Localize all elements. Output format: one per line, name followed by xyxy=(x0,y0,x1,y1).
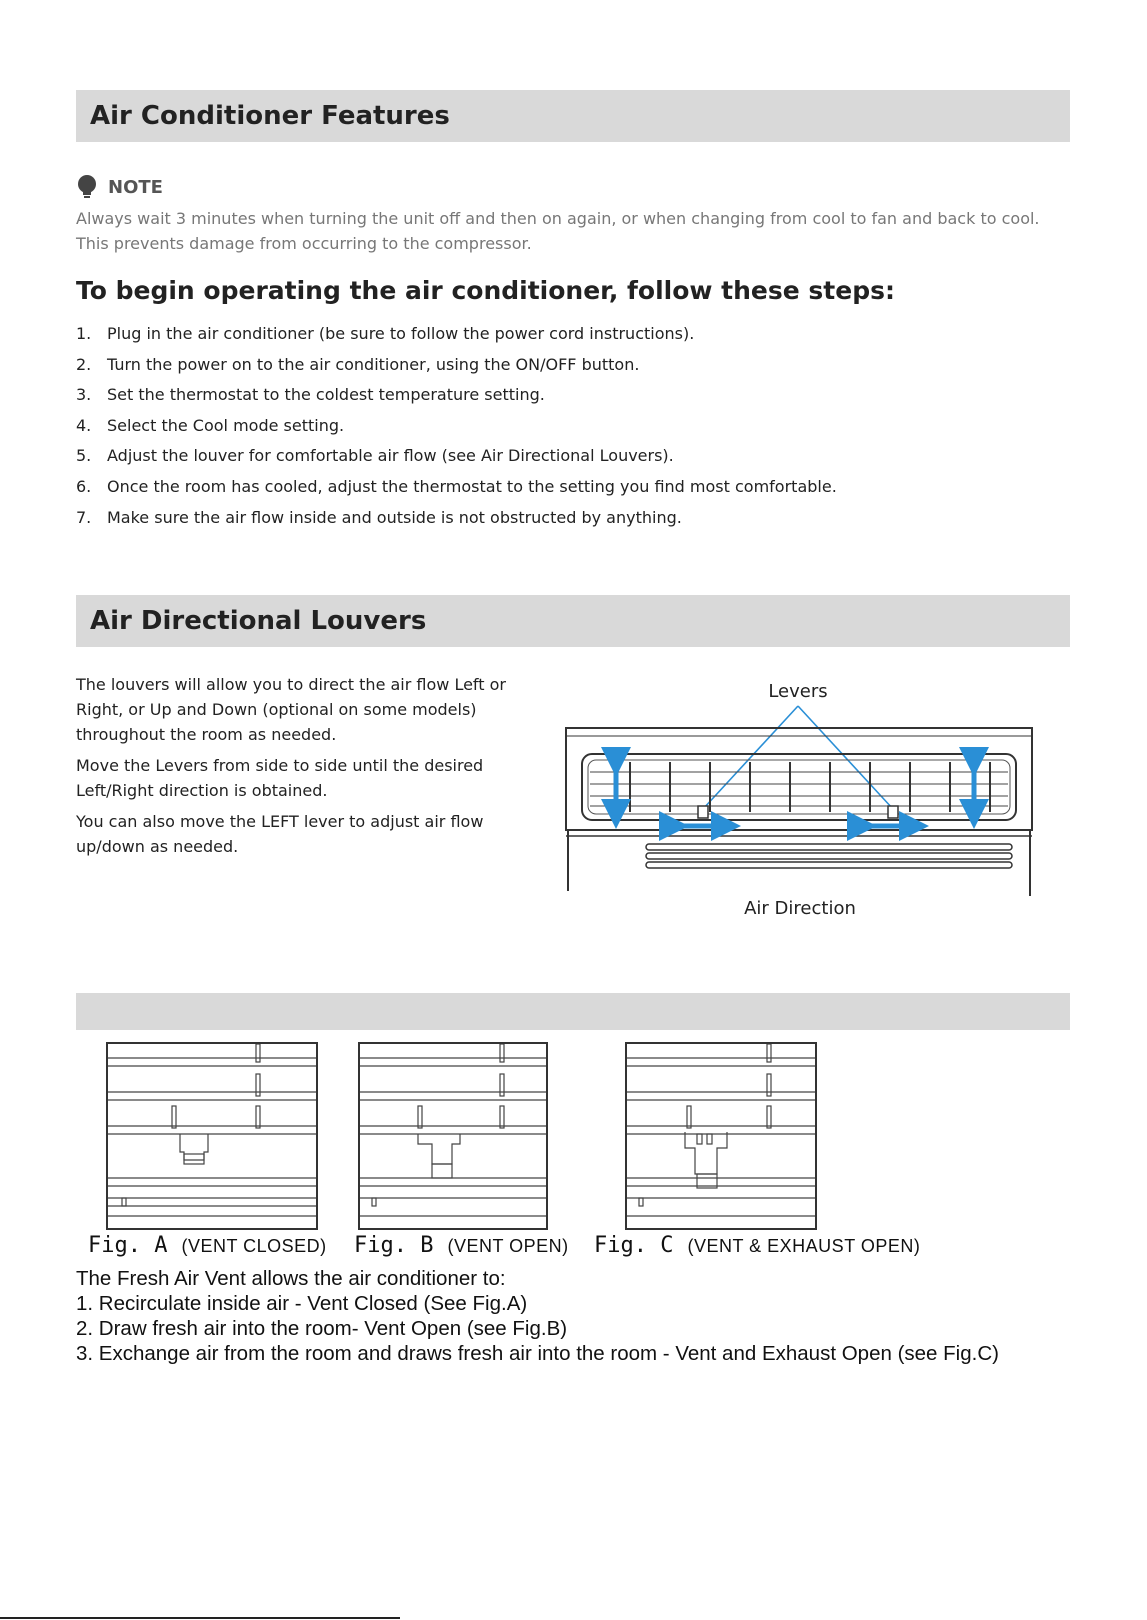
step-number: 4. xyxy=(76,415,92,435)
step-text: Plug in the air conditioner (be sure to follow the power cord instructions). xyxy=(107,324,695,343)
list-item xyxy=(76,322,837,353)
louver-paragraph: Move the Levers from side to side until the desired Left/Right direction is obtained. xyxy=(76,756,484,800)
step-text: Set the thermostat to the coldest temperature setting. xyxy=(107,385,545,405)
step-text: Select the Cool mode setting. xyxy=(107,415,345,435)
louver-paragraph: You can also move the LEFT lever to adjust air flow up/down as needed. xyxy=(76,812,484,856)
list-item: 3. Exchange air from the room and draws fresh air into the room - Vent and Exhaust Open (see Fig.C) xyxy=(76,1342,999,1365)
step-number: 5. xyxy=(76,446,92,466)
step-number: 3. xyxy=(76,385,92,405)
section-banner-features xyxy=(76,90,1070,142)
step-text: Once the room has cooled, adjust the thermostat to the setting you find most comfortable. xyxy=(107,476,837,496)
figure-a-label: Fig. A xyxy=(88,1233,168,1258)
figure-b-caption xyxy=(354,1233,569,1258)
step-text: Make sure the air flow inside and outside is not obstructed by anything. xyxy=(107,507,682,527)
levers-label: Levers xyxy=(768,681,828,702)
louver-diagram xyxy=(560,676,1040,926)
figure-b-vent-open xyxy=(358,1042,548,1230)
section-banner-louvers xyxy=(76,595,1070,647)
list-item xyxy=(76,506,837,537)
note-text: Always wait 3 minutes when turning the unit off and then on again, or when changing from cool to fan and back to cool. This prevents damage from occurring to the compressor. xyxy=(76,209,1040,253)
footer-rule xyxy=(0,1617,400,1619)
list-item xyxy=(76,383,837,414)
section-banner-fresh-air xyxy=(76,993,1070,1030)
list-item: 1. Recirculate inside air - Vent Closed (See Fig.A) xyxy=(76,1292,528,1315)
figure-a-desc: (VENT CLOSED) xyxy=(181,1236,327,1256)
step-number: 1. xyxy=(76,324,92,343)
figure-a-caption xyxy=(88,1233,327,1258)
section-title-louvers: Air Directional Louvers xyxy=(90,606,427,636)
section-title-features: Air Conditioner Features xyxy=(90,101,450,131)
step-number: 7. xyxy=(76,507,92,527)
louver-paragraph: The louvers will allow you to direct the air flow Left or Right, or Up and Down (optional on some models) throughout the room as needed. xyxy=(76,675,507,744)
louver-description xyxy=(76,672,536,865)
figure-a-vent-closed xyxy=(106,1042,318,1230)
note-label: NOTE xyxy=(108,176,163,198)
step-text: Turn the power on to the air conditioner, using the ON/OFF button. xyxy=(107,354,640,374)
figure-c-desc: (VENT & EXHAUST OPEN) xyxy=(687,1236,921,1256)
steps-list xyxy=(76,322,837,536)
figure-c-label: Fig. C xyxy=(594,1233,674,1258)
list-item xyxy=(76,353,837,384)
figure-c-vent-exhaust-open xyxy=(625,1042,817,1230)
fresh-air-intro: The Fresh Air Vent allows the air conditioner to: xyxy=(76,1267,506,1290)
lightbulb-icon xyxy=(76,174,98,200)
figure-b-label: Fig. B xyxy=(354,1233,434,1258)
air-direction-label: Air Direction xyxy=(744,898,856,919)
fresh-air-text xyxy=(76,1266,999,1366)
step-text: Adjust the louver for comfortable air flow (see Air Directional Louvers). xyxy=(107,446,674,466)
list-item xyxy=(76,475,837,506)
list-item xyxy=(76,414,837,445)
step-number: 2. xyxy=(76,354,92,374)
list-item: 2. Draw fresh air into the room- Vent Open (see Fig.B) xyxy=(76,1317,568,1340)
note-header xyxy=(76,174,163,200)
step-number: 6. xyxy=(76,476,92,496)
steps-title: To begin operating the air conditioner, follow these steps: xyxy=(76,276,895,305)
list-item xyxy=(76,444,837,475)
figure-b-desc: (VENT OPEN) xyxy=(447,1236,569,1256)
figure-c-caption xyxy=(594,1233,920,1258)
